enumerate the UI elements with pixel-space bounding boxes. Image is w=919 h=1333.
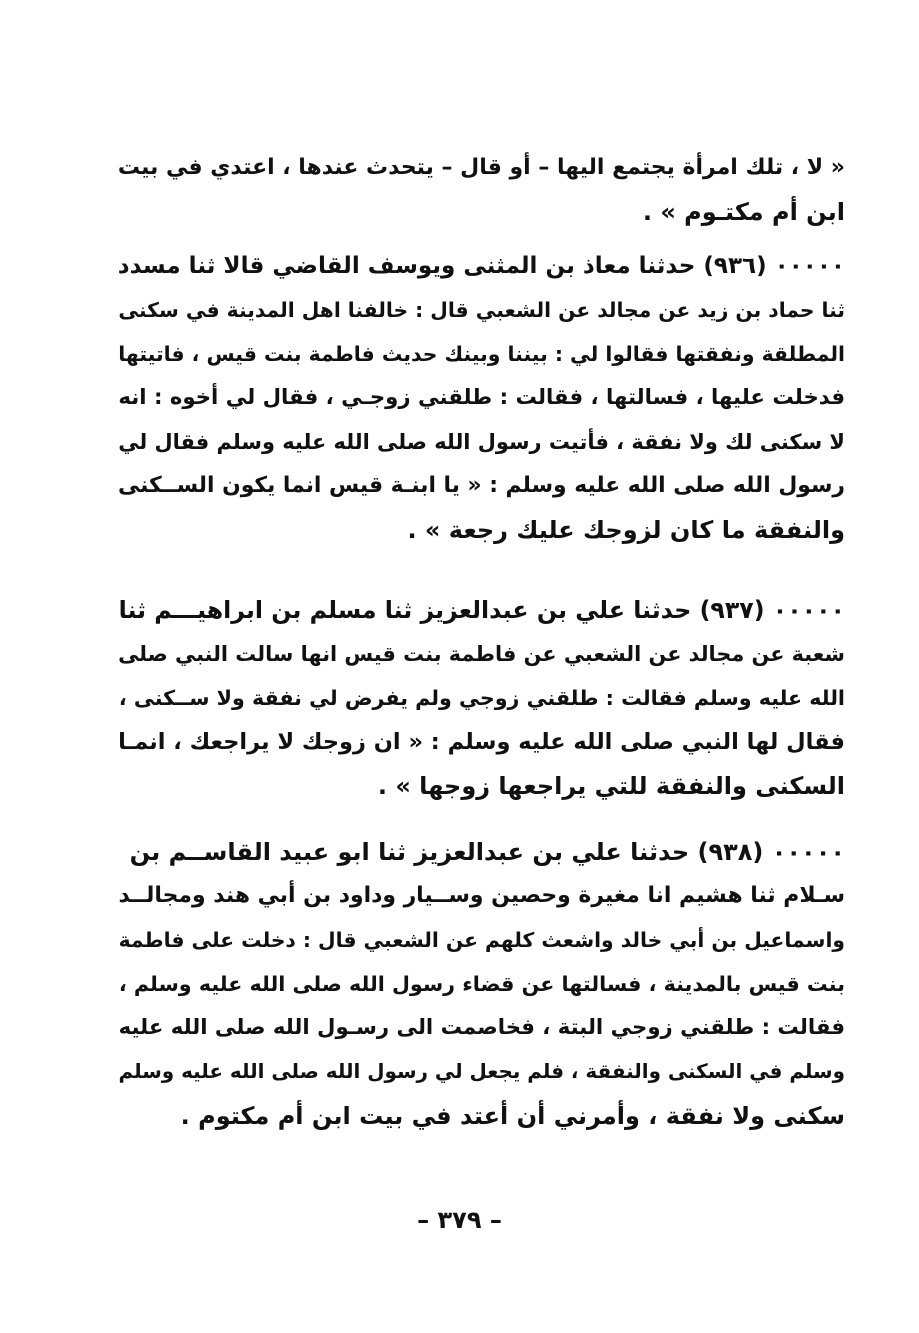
text-line: والنفقة ما كان لزوجك عليك رجعة » . xyxy=(407,516,845,544)
hadith-paragraph-938 xyxy=(118,830,845,1138)
text-line: ٠٠٠٠٠ (٩٣٦) حدثنا معاذ بن المثنى ويوسف القاضي قالا ثنا مسدد xyxy=(117,253,845,279)
text-line: وسلم في السكنى والنفقة ، فلم يجعل لي رسول الله صلى الله عليه وسلم xyxy=(118,1060,845,1083)
text-line: رسول الله صلى الله عليه وسلم : « يا ابنـة قيس انما يكون الســكنى xyxy=(117,473,845,498)
text-line: سكنى ولا نفقة ، وأمرني أن أعتد في بيت ابن أم مكتوم . xyxy=(180,1102,845,1130)
text-line: لا سكنى لك ولا نفقة ، فأتيت رسول الله صلى الله عليه وسلم فقال لي xyxy=(118,430,845,454)
text-line: ٠٠٠٠٠ (٩٣٨) حدثنا علي بن عبدالعزيز ثنا ابو عبيد القاســم بن xyxy=(129,838,845,866)
text-line: فقال لها النبي صلى الله عليه وسلم : « ان زوجك لا يراجعك ، انمـا xyxy=(118,729,845,755)
text-line: بنت قيس بالمدينة ، فسالتها عن قضاء رسول الله صلى الله عليه وسلم ، xyxy=(118,972,845,996)
hadith-paragraph-937 xyxy=(118,588,845,808)
text-line: المطلقة ونفقتها فقالوا لي : بيننا وبينك حديث فاطمة بنت قيس ، فاتيتها xyxy=(118,342,845,366)
paragraph-continuation xyxy=(118,146,845,234)
text-line: السكنى والنفقة للتي يراجعها زوجها » . xyxy=(377,772,845,800)
text-line: واسماعيل بن أبي خالد واشعث كلهم عن الشعبي قال : دخلت على فاطمة xyxy=(118,928,845,952)
text-line: ابن أم مكتـوم » . xyxy=(642,198,845,226)
page-number: – ٣٧٩ – xyxy=(417,1206,502,1234)
text-line: ثنا حماد بن زيد عن مجالد عن الشعبي قال : خالفنا اهل المدينة في سكنى xyxy=(118,298,845,322)
hadith-paragraph-936 xyxy=(118,244,845,552)
text-line: سـلام ثنا هشيم انا مغيرة وحصين وســيار وداود بن أبي هند ومجالــد xyxy=(118,883,845,908)
text-line: فدخلت عليها ، فسالتها ، فقالت : طلقني زوجـي ، فقال لي أخوه : انه xyxy=(118,385,845,410)
text-line: « لا ، تلك امرأة يجتمع اليها – أو قال – يتحدث عندها ، اعتدي في بيت xyxy=(117,155,845,180)
text-line: شعبة عن مجالد عن الشعبي عن فاطمة بنت قيس انها سالت النبي صلى xyxy=(118,642,845,666)
text-line: الله عليه وسلم فقالت : طلقني زوجي ولم يفرض لي نفقة ولا ســكنى ، xyxy=(118,686,845,710)
text-line: فقالت : طلقني زوجي البتة ، فخاصمت الى رسـول الله صلى الله عليه xyxy=(118,1015,845,1040)
text-line: ٠٠٠٠٠ (٩٣٧) حدثنا علي بن عبدالعزيز ثنا مسلم بن ابراهيـــم ثنا xyxy=(118,596,845,624)
